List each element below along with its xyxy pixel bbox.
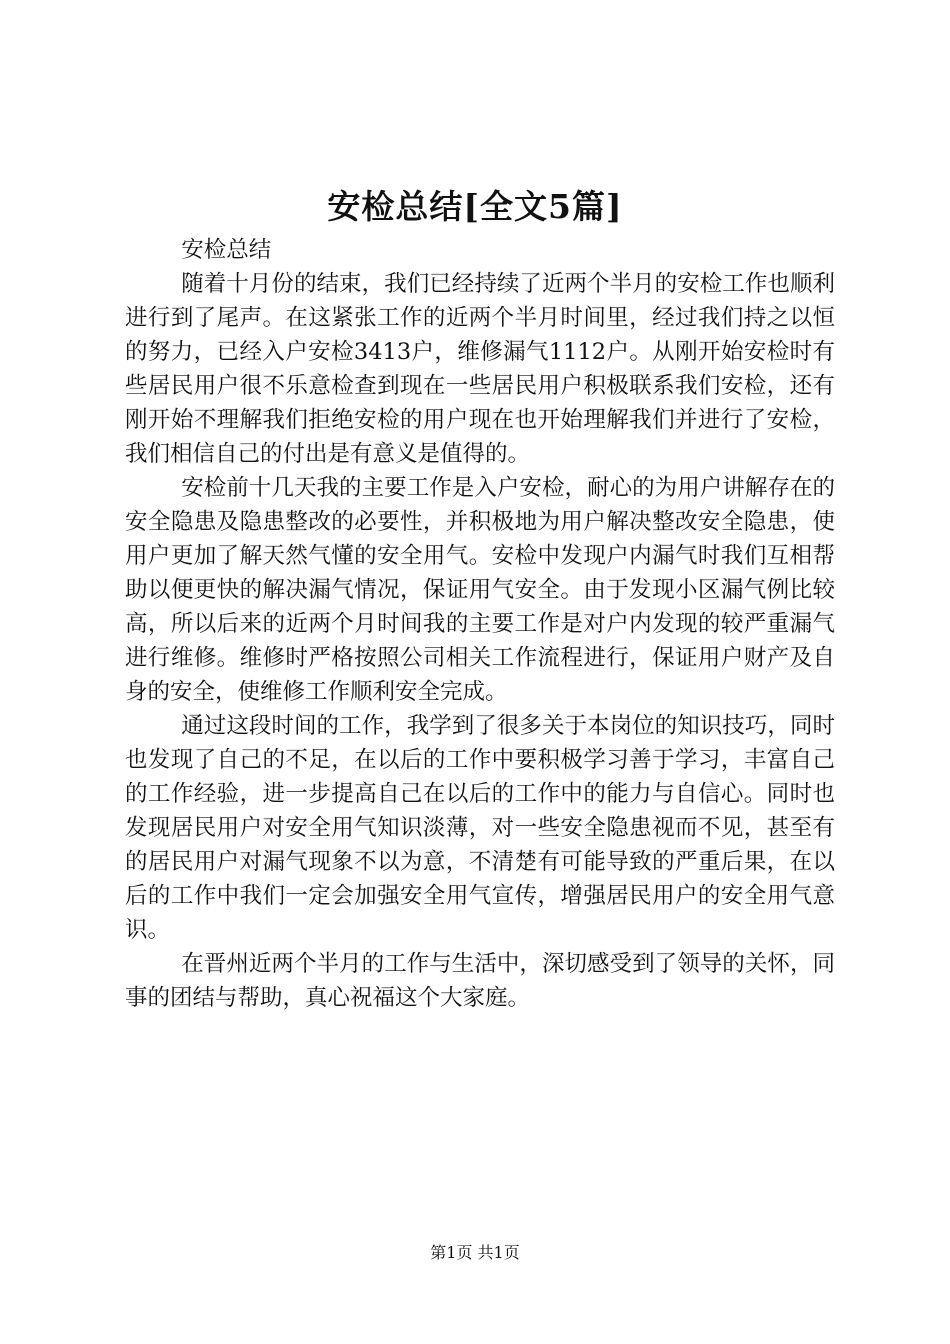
paragraph-1: 随着十月份的结束，我们已经持续了近两个半月的安检工作也顺利进行到了尾声。在这紧张工作的近两个半月时间里，经过我们持之以恒的努力，已经入户安检3413户，维修漏气1112户。从刚开始安检时有些居民用户很不乐意检查到现在一些居民用户积极联系我们安检，还有刚开始不理解我们拒绝安检的用户现在也开始理解我们并进行了安检，我们相信自己的付出是有意义是值得的。 xyxy=(125,271,835,467)
paragraph-2: 安检前十几天我的主要工作是入户安检，耐心的为用户讲解存在的安全隐患及隐患整改的必要性，并积极地为用户解决整改安全隐患，使用户更加了解天然气懂的安全用气。安检中发现户内漏气时我们互相帮助以便更快的解决漏气情况，保证用气安全。由于发现小区漏气例比较高，所以后来的近两个月时间我的主要工作是对户内发现的较严重漏气进行维修。维修时严格按照公司相关工作流程进行，保证用户财产及自身的安全，使维修工作顺利安全完成。 xyxy=(125,475,835,705)
section-heading: 安检总结 xyxy=(181,237,272,263)
document-title: 安检总结[全文5篇] xyxy=(327,187,623,226)
paragraph-4: 在晋州近两个半月的工作与生活中，深切感受到了领导的关怀，同事的团结与帮助，真心祝福这个大家庭。 xyxy=(125,951,835,1011)
page-footer: 第1页 共1页 xyxy=(430,1243,520,1262)
document-body xyxy=(125,233,835,1015)
paragraph-3: 通过这段时间的工作，我学到了很多关于本岗位的知识技巧，同时也发现了自己的不足，在以后的工作中要积极学习善于学习，丰富自己的工作经验，进一步提高自己在以后的工作中的能力与自信心。同时也发现居民用户对安全用气知识淡薄，对一些安全隐患视而不见，甚至有的居民用户对漏气现象不以为意，不清楚有可能导致的严重后果，在以后的工作中我们一定会加强安全用气宣传，增强居民用户的安全用气意识。 xyxy=(125,713,835,943)
